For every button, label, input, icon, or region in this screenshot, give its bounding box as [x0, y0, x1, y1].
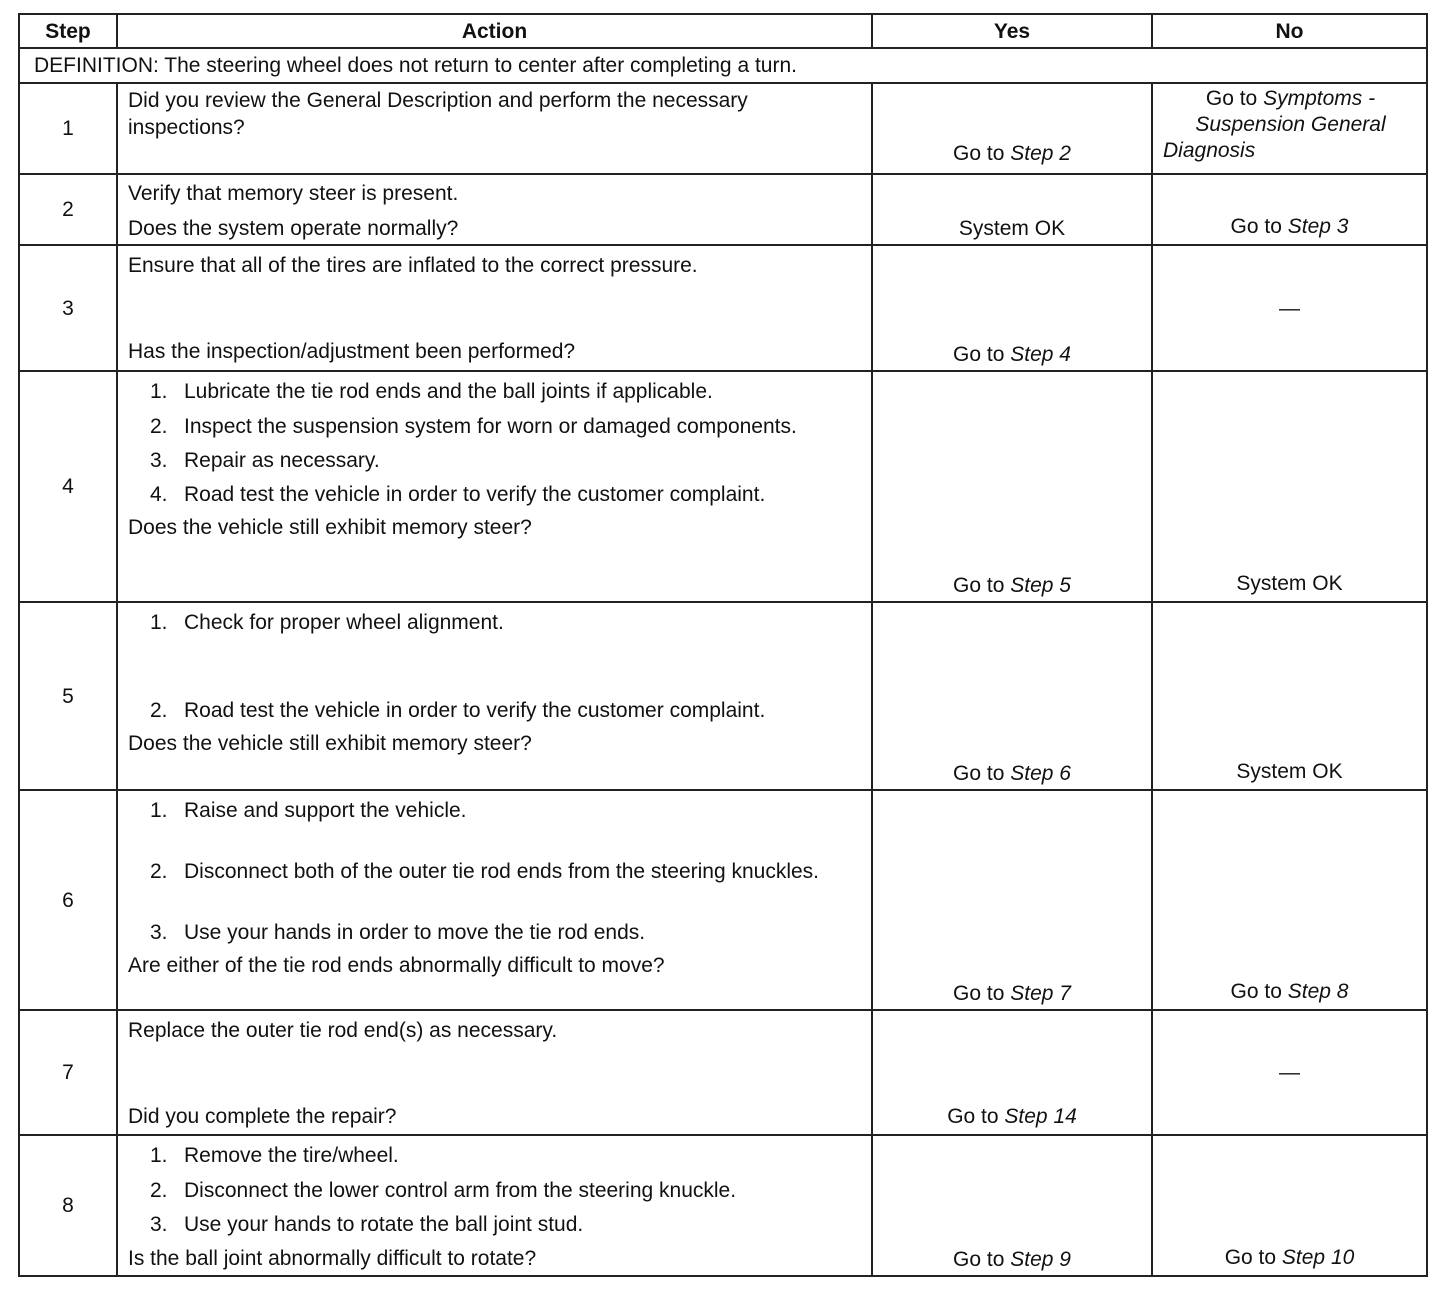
table-row [19, 371, 1427, 602]
question-text: Does the system operate normally? [128, 217, 459, 240]
step-number: 8 [19, 1135, 117, 1276]
action-cell [117, 790, 872, 1010]
action-cell [117, 371, 872, 602]
header-no: No [1152, 14, 1427, 48]
question-text: Does the vehicle still exhibit memory steer? [128, 516, 532, 539]
list-item: 4. Road test the vehicle in order to verify the customer complaint. [150, 483, 766, 506]
definition-row [19, 48, 1427, 83]
header-action: Action [117, 14, 872, 48]
action-text: Did you review the General Description and perform the necessary inspections? [128, 89, 748, 139]
no-cell: System OK [1152, 602, 1427, 790]
action-cell [117, 174, 872, 245]
definition-text: DEFINITION: The steering wheel does not return to center after completing a turn. [19, 48, 1427, 83]
list-item: 1. Remove the tire/wheel. [150, 1144, 399, 1167]
action-cell [117, 1135, 872, 1276]
action-text: Replace the outer tie rod end(s) as necessary. [128, 1019, 558, 1042]
yes-cell: Go to Step 4 [872, 245, 1152, 371]
action-cell [117, 83, 872, 174]
list-item: 3. Repair as necessary. [150, 449, 380, 472]
no-cell: Go to Step 8 [1152, 790, 1427, 1010]
no-cell: Go to Step 3 [1152, 174, 1427, 245]
list-item: 2. Road test the vehicle in order to verify the customer complaint. [150, 699, 766, 722]
table-row [19, 1010, 1427, 1135]
step-number: 1 [19, 83, 117, 174]
yes-cell: Go to Step 9 [872, 1135, 1152, 1276]
no-cell: System OK [1152, 371, 1427, 602]
list-item: 2. Disconnect the lower control arm from the steering knuckle. [150, 1179, 737, 1202]
table-row [19, 83, 1427, 174]
yes-cell: Go to Step 14 [872, 1010, 1152, 1135]
action-cell [117, 602, 872, 790]
action-cell [117, 245, 872, 371]
step-number: 2 [19, 174, 117, 245]
header-step: Step [19, 14, 117, 48]
question-text: Is the ball joint abnormally difficult to rotate? [128, 1247, 537, 1270]
table-row [19, 245, 1427, 371]
step-number: 4 [19, 371, 117, 602]
step-number: 7 [19, 1010, 117, 1135]
header-yes: Yes [872, 14, 1152, 48]
yes-cell: Go to Step 6 [872, 602, 1152, 790]
list-item: 1. Raise and support the vehicle. [150, 799, 467, 822]
list-item: 2. Inspect the suspension system for worn or damaged components. [150, 415, 797, 438]
step-number: 5 [19, 602, 117, 790]
no-cell: Go to Step 10 [1152, 1135, 1427, 1276]
yes-cell [872, 83, 1152, 174]
list-item: 2. Disconnect both of the outer tie rod ends from the steering knuckles. [150, 860, 820, 883]
step-number: 6 [19, 790, 117, 1010]
step-number: 3 [19, 245, 117, 371]
list-item: 1. Check for proper wheel alignment. [150, 611, 504, 634]
question-text: Did you complete the repair? [128, 1105, 397, 1128]
yes-cell: Go to Step 5 [872, 371, 1152, 602]
no-cell: — [1152, 1010, 1427, 1135]
question-text: Are either of the tie rod ends abnormally difficult to move? [128, 954, 665, 977]
action-text: Ensure that all of the tires are inflated to the correct pressure. [128, 254, 698, 277]
action-text: Verify that memory steer is present. [128, 182, 459, 205]
table-header-row [19, 14, 1427, 48]
yes-cell: System OK [872, 174, 1152, 245]
table-row [19, 174, 1427, 245]
table-row [19, 602, 1427, 790]
no-cell: Go to Symptoms - Suspension General Diagnosis [1152, 83, 1427, 174]
list-item: 3. Use your hands in order to move the tie rod ends. [150, 921, 646, 944]
list-item: 3. Use your hands to rotate the ball joint stud. [150, 1213, 584, 1236]
no-cell: — [1152, 245, 1427, 371]
action-cell [117, 1010, 872, 1135]
yes-cell: Go to Step 7 [872, 790, 1152, 1010]
table-row [19, 790, 1427, 1010]
yes-goto: Go to Step 2 [953, 142, 1071, 165]
table-row [19, 1135, 1427, 1276]
question-text: Does the vehicle still exhibit memory steer? [128, 732, 532, 755]
diagnostic-table [18, 13, 1428, 1277]
diagnostic-table-page [18, 13, 1426, 1277]
question-text: Has the inspection/adjustment been performed? [128, 340, 576, 363]
list-item: 1. Lubricate the tie rod ends and the ball joints if applicable. [150, 380, 713, 403]
